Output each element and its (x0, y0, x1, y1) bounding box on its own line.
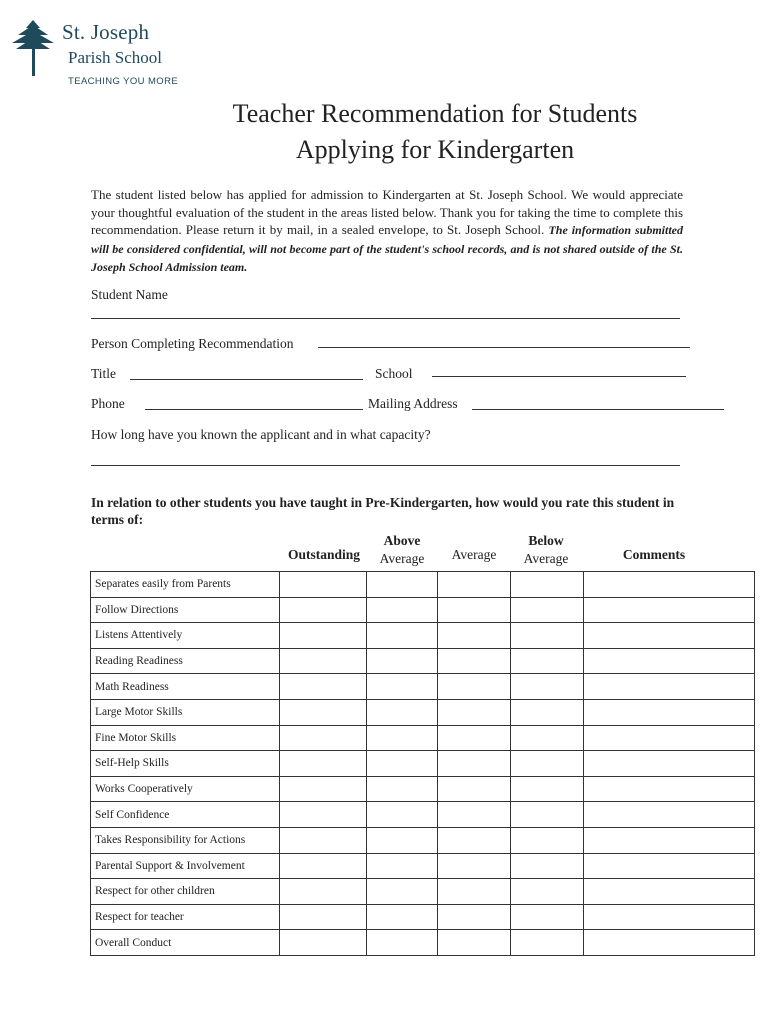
table-row (91, 699, 755, 725)
rating-cell-average[interactable] (438, 623, 511, 649)
criterion-label: Respect for other children (91, 879, 280, 905)
rating-cell-comments[interactable] (584, 597, 755, 623)
student-name-field[interactable] (91, 318, 680, 319)
rating-cell-average[interactable] (438, 648, 511, 674)
table-row (91, 853, 755, 879)
rating-cell-below-average[interactable] (511, 879, 584, 905)
intro-text: The student listed below has applied for admission to Kindergarten at St. Joseph School. We would appreciate your thoughtful evaluation of the student in the areas listed below. Thank you for taking the time to complete this recommendation. Please return it by mail, in a sealed envelope, to St. Joseph School. (91, 187, 683, 237)
logo-name: St. Joseph (62, 20, 150, 44)
table-row (91, 930, 755, 956)
logo-tagline: TEACHING YOU MORE (68, 76, 179, 87)
criterion-label: Fine Motor Skills (91, 725, 280, 751)
rating-cell-comments[interactable] (584, 879, 755, 905)
rating-cell-comments[interactable] (584, 674, 755, 700)
rating-cell-comments[interactable] (584, 853, 755, 879)
rating-cell-above-average[interactable] (367, 827, 438, 853)
criterion-label: Follow Directions (91, 597, 280, 623)
rating-cell-comments[interactable] (584, 623, 755, 649)
rating-cell-outstanding[interactable] (280, 674, 367, 700)
page-title (120, 96, 750, 168)
rating-cell-average[interactable] (438, 597, 511, 623)
mailing-address-label: Mailing Address (368, 396, 458, 411)
rating-cell-above-average[interactable] (367, 904, 438, 930)
rating-cell-below-average[interactable] (511, 623, 584, 649)
rating-cell-below-average[interactable] (511, 597, 584, 623)
rating-cell-average[interactable] (438, 699, 511, 725)
rating-cell-below-average[interactable] (511, 827, 584, 853)
rating-cell-below-average[interactable] (511, 853, 584, 879)
table-row (91, 776, 755, 802)
title-label: Title (91, 366, 117, 381)
criterion-label: Self-Help Skills (91, 751, 280, 777)
student-name-label: Student Name (91, 287, 168, 302)
rating-cell-below-average[interactable] (511, 751, 584, 777)
criterion-label: Works Cooperatively (91, 776, 280, 802)
rating-cell-above-average[interactable] (367, 776, 438, 802)
rating-cell-above-average[interactable] (367, 572, 438, 598)
rating-cell-outstanding[interactable] (280, 879, 367, 905)
rating-cell-comments[interactable] (584, 648, 755, 674)
rating-cell-outstanding[interactable] (280, 827, 367, 853)
rating-cell-comments[interactable] (584, 776, 755, 802)
criterion-label: Respect for teacher (91, 904, 280, 930)
criterion-label: Overall Conduct (91, 930, 280, 956)
rating-cell-outstanding[interactable] (280, 648, 367, 674)
logo-subtitle: Parish School (68, 48, 162, 67)
rating-cell-comments[interactable] (584, 572, 755, 598)
rating-cell-average[interactable] (438, 930, 511, 956)
rating-cell-comments[interactable] (584, 904, 755, 930)
rating-cell-above-average[interactable] (367, 725, 438, 751)
criterion-label: Large Motor Skills (91, 699, 280, 725)
table-row (91, 904, 755, 930)
rating-cell-above-average[interactable] (367, 623, 438, 649)
title-line-2: Applying for Kindergarten (295, 135, 575, 164)
rating-cell-comments[interactable] (584, 802, 755, 828)
rating-cell-average[interactable] (438, 725, 511, 751)
rating-question: In relation to other students you have taught in Pre-Kindergarten, how would you rate this student in terms of: (91, 495, 675, 527)
rating-cell-average[interactable] (438, 827, 511, 853)
rating-cell-above-average[interactable] (367, 879, 438, 905)
rating-cell-above-average[interactable] (367, 674, 438, 700)
rating-cell-average[interactable] (438, 776, 511, 802)
rating-cell-below-average[interactable] (511, 930, 584, 956)
rating-cell-average[interactable] (438, 572, 511, 598)
col-comments: Comments (622, 547, 686, 562)
rating-cell-outstanding[interactable] (280, 853, 367, 879)
pine-tree-icon (10, 18, 60, 78)
table-row (91, 623, 755, 649)
criterion-label: Parental Support & Involvement (91, 853, 280, 879)
rating-cell-average[interactable] (438, 853, 511, 879)
rating-cell-comments[interactable] (584, 930, 755, 956)
rating-cell-below-average[interactable] (511, 648, 584, 674)
how-long-label: How long have you known the applicant and in what capacity? (91, 427, 431, 442)
intro-paragraph (91, 186, 683, 277)
rating-cell-above-average[interactable] (367, 597, 438, 623)
rating-cell-average[interactable] (438, 904, 511, 930)
table-row (91, 751, 755, 777)
phone-label: Phone (91, 396, 125, 411)
rating-cell-outstanding[interactable] (280, 930, 367, 956)
rating-cell-outstanding[interactable] (280, 802, 367, 828)
criterion-label: Reading Readiness (91, 648, 280, 674)
phone-field[interactable] (145, 409, 363, 410)
rating-cell-below-average[interactable] (511, 674, 584, 700)
rating-cell-below-average[interactable] (511, 572, 584, 598)
col-below-line1: Below (528, 533, 564, 548)
criterion-label: Separates easily from Parents (91, 572, 280, 598)
rating-table (90, 571, 755, 956)
school-label: School (375, 366, 413, 381)
person-completing-label: Person Completing Recommendation (91, 336, 294, 351)
rating-cell-average[interactable] (438, 879, 511, 905)
table-row (91, 674, 755, 700)
rating-cell-outstanding[interactable] (280, 904, 367, 930)
table-row (91, 572, 755, 598)
rating-cell-outstanding[interactable] (280, 725, 367, 751)
school-field[interactable] (432, 376, 686, 377)
rating-cell-below-average[interactable] (511, 802, 584, 828)
col-above-line2: Average (379, 551, 425, 566)
rating-cell-average[interactable] (438, 751, 511, 777)
person-completing-field[interactable] (318, 347, 690, 348)
criterion-label: Takes Responsibility for Actions (91, 827, 280, 853)
table-row (91, 827, 755, 853)
rating-cell-below-average[interactable] (511, 699, 584, 725)
rating-cell-outstanding[interactable] (280, 776, 367, 802)
col-average: Average (451, 547, 497, 562)
rating-cell-above-average[interactable] (367, 853, 438, 879)
criterion-label: Self Confidence (91, 802, 280, 828)
rating-cell-comments[interactable] (584, 827, 755, 853)
rating-cell-comments[interactable] (584, 751, 755, 777)
confidential-note: The information submitted will be considered confidential, will not become part of the student's school records, and is not shared outside of the St. Joseph School Admission team. (91, 223, 683, 274)
rating-cell-comments[interactable] (584, 725, 755, 751)
table-row (91, 648, 755, 674)
rating-cell-average[interactable] (438, 674, 511, 700)
rating-cell-outstanding[interactable] (280, 699, 367, 725)
rating-cell-average[interactable] (438, 802, 511, 828)
col-above-average (366, 532, 438, 568)
rating-cell-above-average[interactable] (367, 751, 438, 777)
criterion-label: Listens Attentively (91, 623, 280, 649)
school-logo (10, 18, 210, 90)
rating-cell-outstanding[interactable] (280, 751, 367, 777)
table-row (91, 802, 755, 828)
col-below-line2: Average (523, 551, 569, 566)
criterion-label: Math Readiness (91, 674, 280, 700)
rating-cell-below-average[interactable] (511, 776, 584, 802)
table-row (91, 879, 755, 905)
rating-cell-comments[interactable] (584, 699, 755, 725)
rating-cell-above-average[interactable] (367, 648, 438, 674)
title-line-1: Teacher Recommendation for Students (232, 99, 638, 128)
rating-cell-outstanding[interactable] (280, 572, 367, 598)
col-above-line1: Above (383, 533, 421, 548)
rating-cell-above-average[interactable] (367, 699, 438, 725)
table-row (91, 597, 755, 623)
rating-cell-above-average[interactable] (367, 930, 438, 956)
mailing-address-field[interactable] (472, 409, 724, 410)
rating-cell-above-average[interactable] (367, 802, 438, 828)
how-long-field[interactable] (91, 465, 680, 466)
col-outstanding: Outstanding (287, 547, 361, 562)
rating-cell-below-average[interactable] (511, 904, 584, 930)
rating-cell-outstanding[interactable] (280, 623, 367, 649)
col-below-average (510, 532, 582, 568)
title-field[interactable] (130, 379, 363, 380)
table-row (91, 725, 755, 751)
rating-cell-outstanding[interactable] (280, 597, 367, 623)
rating-cell-below-average[interactable] (511, 725, 584, 751)
